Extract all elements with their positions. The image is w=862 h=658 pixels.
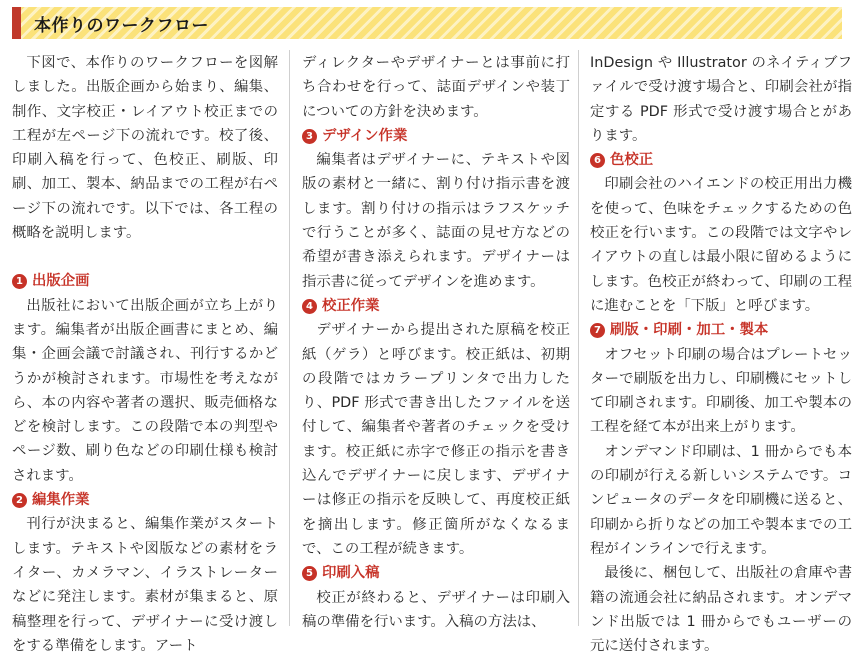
section-paragraph: 編集者はデザイナーに、テキストや図版の素材と一緒に、割り付け指示書を渡します。割り付けの指示はラフスケッチで行うことが多く、誌面の見せ方などの希望が書き添えられます。デザイナーは指示書に従ってデザインを進めます。	[302, 152, 570, 290]
section-paragraph-continued: ディレクターやデザイナーとは事前に打ち合わせを行って、誌面デザインや装丁についての方針を決めます。	[302, 55, 570, 120]
section-paragraph: 刊行が決まると、編集作業がスタートします。テキストや図版などの素材をライター、カメラマン、イラストレーターなどに発注します。素材が集まると、原稿整理を行って、デザイナーに受け渡しをする準備をします。アート	[12, 516, 278, 654]
section-paragraph: 出版社において出版企画が立ち上がります。編集者が出版企画書にまとめ、編集・企画会議で討議され、刊行するかどうかが検討されます。市場性を考えながら、本の内容や著者の選択、販売価格などを検討します。この段階で本の判型やページ数、刷り色などの印刷仕様も検討されます。	[12, 297, 278, 484]
section-title: デザイン作業	[322, 127, 408, 144]
step-number-badge: 4	[302, 299, 317, 314]
section-paragraph: 校正が終わると、デザイナーは印刷入稿の準備を行います。入稿の方法は、	[302, 589, 570, 630]
step-number-badge: 3	[302, 129, 317, 144]
step-number-badge: 7	[590, 323, 605, 338]
step-number-badge: 1	[12, 274, 27, 289]
section-title: 色校正	[610, 152, 654, 169]
section-heading-3	[302, 124, 570, 148]
step-number-badge: 5	[302, 566, 317, 581]
column-divider	[578, 50, 579, 626]
section-heading-1	[12, 269, 278, 293]
section-paragraph: オフセット印刷の場合はプレートセッターで刷版を出力し、印刷機にセットして印刷されます。印刷後、加工や製本の工程を経て本が出来上がります。	[590, 346, 852, 436]
page-title: 本作りのワークフロー	[34, 16, 209, 36]
section-paragraph: 印刷会社のハイエンドの校正用出力機を使って、色味をチェックするための色校正を行います。この段階では文字やレイアウトの直しは最小限に留めるようにします。色校正が終わって、印刷の工程に進むことを「下版」と呼びます。	[590, 176, 852, 314]
section-heading-5	[302, 561, 570, 585]
section-paragraph: オンデマンド印刷は、1 冊からでも本の印刷が行える新しいシステムです。コンピュータのデータを印刷機に送ると、印刷から折りなどの加工や製本までの工程がインラインで行えます。	[590, 443, 852, 557]
section-title: 編集作業	[32, 492, 90, 509]
step-number-badge: 6	[590, 153, 605, 168]
section-paragraph-continued: InDesign や Illustrator のネイティブファイルで受け渡す場合と、印刷会社が指定する PDF 形式で受け渡す場合とがあります。	[590, 55, 852, 144]
section-title: 校正作業	[322, 297, 380, 314]
section-paragraph: 最後に、梱包して、出版社の倉庫や書籍の流通会社に納品されます。オンデマンド出版では 1 冊からでもユーザーの元に送付されます。	[590, 565, 852, 655]
section-paragraph: デザイナーから提出された原稿を校正紙（ゲラ）と呼びます。校正紙は、初期の段階ではカラープリンタで出力したり、PDF 形式で書き出したファイルを送付して、編集者や著者のチェックを受けます。校正紙に赤字で修正の指示を書き込んでデザイナーに戻します、デザイナーは修正の指示を反映して、再度校正紙を摘出します。修正箇所がなくなるまで、この工程が続きます。	[302, 322, 570, 557]
section-header	[12, 7, 842, 39]
step-number-badge: 2	[12, 493, 27, 508]
section-heading-7	[590, 318, 852, 342]
text-column-3	[590, 51, 852, 655]
text-column-1	[12, 51, 278, 654]
section-heading-2	[12, 488, 278, 512]
section-title: 出版企画	[32, 273, 90, 290]
header-accent-bar	[12, 7, 21, 39]
text-column-2	[302, 51, 570, 630]
section-heading-4	[302, 294, 570, 318]
spacer	[12, 245, 278, 269]
intro-paragraph: 下図で、本作りのワークフローを図解しました。出版企画から始まり、編集、制作、文字校正・レイアウト校正までの工程が左ページ下の流れです。校了後、印刷入稿を行って、色校正、刷版、印刷、加工、製本、納品までの工程が右ページ下の流れです。以下では、各工程の概略を説明します。	[12, 55, 278, 242]
column-divider	[289, 50, 290, 626]
section-title: 刷版・印刷・加工・製本	[610, 322, 769, 339]
section-heading-6	[590, 148, 852, 172]
section-title: 印刷入稿	[322, 565, 380, 582]
